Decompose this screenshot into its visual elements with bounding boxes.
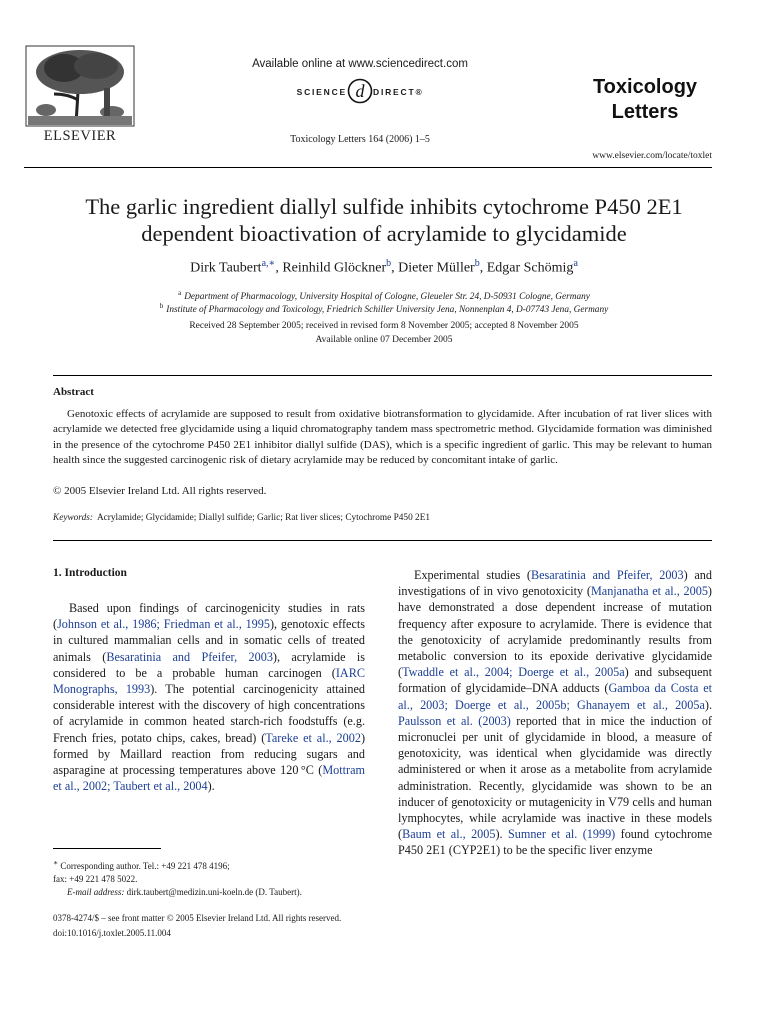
- author-affiliation-mark[interactable]: a: [573, 258, 578, 269]
- author-name: Dirk Taubert: [190, 260, 262, 276]
- sciencedirect-logo: [255, 80, 465, 110]
- title-line-1: The garlic ingredient diallyl sulfide inhibits cytochrome P450 2E1: [85, 194, 683, 219]
- footnote-corresponding: [53, 856, 373, 873]
- keywords-label: Keywords:: [53, 513, 93, 523]
- abstract-text: Genotoxic effects of acrylamide are supposed to result from oxidative biotransformation to glycidamide. After incubation of rat liver slices with acrylamide we detected free glycidamide using a liquid chromatography tandem mass spectrometric method. Glycidamide formation was diminished in the presence of the cytochrome P450 2E1 inhibitor diallyl sulfide (DAS), which is a specific ingredient of garlic. This may be relevant to human health since the suggested carcinogenic risk of dietary acrylamide may be reduced by concomitant intake of garlic.: [53, 408, 712, 466]
- available-online-date: Available online 07 December 2005: [315, 335, 453, 345]
- keywords: [53, 513, 712, 523]
- footnote-email-label: E-mail address:: [67, 887, 125, 897]
- citation-link[interactable]: Besaratinia and Pfeifer, 2003: [106, 649, 273, 664]
- affiliation-text: Department of Pharmacology, University Hospital of Cologne, Gleueler Str. 24, D-50931 Cologne, Germany: [184, 292, 590, 303]
- availability-line[interactable]: Available online at www.sciencedirect.com: [252, 58, 468, 70]
- journal-title: [565, 75, 725, 125]
- abstract-body: [53, 407, 712, 468]
- abstract-heading: Abstract: [53, 386, 94, 398]
- footnote-email-line: [53, 886, 373, 899]
- author-list: Dirk Taubert$^{a,∗}$, Reinhild Glöckner$^b$, Dieter Müller$^b$, Edgar Schömig$^a$: [190, 258, 578, 276]
- affiliation-b: [40, 302, 728, 315]
- footnote-mark: ∗: [53, 858, 59, 867]
- journal-url[interactable]: www.elsevier.com/locate/toxlet: [592, 151, 712, 161]
- affiliation-mark: b: [159, 302, 164, 310]
- journal-citation: Toxicology Letters 164 (2006) 1–5: [290, 134, 430, 145]
- footnote: [53, 856, 373, 899]
- footnote-corresponding-text: Corresponding author. Tel.: +49 221 478 4196;: [60, 861, 230, 871]
- citation-link[interactable]: Tareke et al., 2002: [265, 730, 361, 745]
- citation-link[interactable]: Manjanatha et al., 2005: [590, 584, 708, 599]
- left-column-paragraph: Based upon findings of carcinogenicity studies in rats (Johnson et al., 1986; Friedman et al., 1995), genotoxic effects in cultured mammalian cells and in somatic cells of treated animals (Besaratinia and Pfeifer, 2003), acrylamide is considered to be a probable human carcinogen (IARC Monographs, 1993). The potential carcinogenicity attained considerable interest with the discovery of high concentrations of acrylamide in common heated starch-rich foodstuffs (e.g. French fries, potato chips, cakes, bread) (Tareke et al., 2002) formed by Maillard reaction from reducing sugars and asparagine at processing temperatures above 120 °C (Mottram et al., 2002; Taubert et al., 2004).: [53, 601, 366, 794]
- author-affiliation-mark[interactable]: b: [474, 258, 480, 269]
- right-column-paragraph: Experimental studies (Besaratinia and Pfeifer, 2003) and investigations of in vivo genotoxicity (Manjanatha et al., 2005) have demonstrated a dose dependent increase of mutation frequency after exposure to acrylamide. There is evidence that the genotoxicity of acrylamide predominantly results from metabolic conversion to its epoxide derivative glycidamide (Twaddle et al., 2004; Doerge et al., 2005a) and subsequent formation of glycidamide–DNA adducts (Gamboa da Costa et al., 2003; Doerge et al., 2005b; Ghanayem et al., 2005a). Paulsson et al. (2003) reported that in mice the induction of micronuclei per unit of glycidamide in blood, a measure of genotoxicity, was identical when glycidamide was directly administered or when it arose as a metabolite from acrylamide administration. Recently, glycidamide was shown to be an inducer of genotoxicity or mutagenicity in V79 cells and human lymphocytes, while acrylamide was inactive in these models (Baum et al., 2005). Sumner et al. (1999) found cytochrome P450 2E1 (CYP2E1) to be the specific liver enzyme: [398, 568, 713, 858]
- abstract-copyright: © 2005 Elsevier Ireland Ltd. All rights reserved.: [53, 485, 267, 497]
- citation-link[interactable]: Twaddle et al., 2004; Doerge et al., 2005a: [402, 665, 625, 680]
- issn-line: 0378-4274/$ – see front matter © 2005 Elsevier Ireland Ltd. All rights reserved.: [53, 913, 342, 923]
- footnote-email[interactable]: dirk.taubert@medizin.uni-koeln.de (D. Taubert).: [126, 887, 302, 897]
- sd-logo-right: DIRECT®: [373, 87, 424, 97]
- affiliation-a: [40, 289, 728, 302]
- citation-link[interactable]: Paulsson et al. (2003): [398, 713, 511, 728]
- keywords-list: Acrylamide; Glycidamide; Diallyl sulfide; Garlic; Rat liver slices; Cytochrome P450 2E1: [96, 513, 431, 523]
- title-line-2: dependent bioactivation of acrylamide to glycidamide: [141, 221, 627, 246]
- sd-at-icon: [347, 76, 373, 106]
- publisher-name: ELSEVIER: [43, 128, 117, 144]
- citation-link[interactable]: Besaratinia and Pfeifer, 2003: [530, 568, 684, 582]
- article-history: [40, 319, 728, 347]
- citation-link[interactable]: Mottram et al., 2002; Taubert et al., 2004: [53, 763, 365, 794]
- citation-link[interactable]: Gamboa da Costa et al., 2003; Doerge et al., 2005b; Ghanayem et al., 2005a: [398, 681, 712, 712]
- sd-logo-left: SCIENCE: [296, 87, 347, 97]
- author-affiliation-mark[interactable]: b: [386, 258, 392, 269]
- journal-title-line2: Letters: [611, 101, 679, 123]
- received-dates: Received 28 September 2005; received in revised form 8 November 2005; accepted 8 November 2005: [189, 321, 579, 331]
- doi-link[interactable]: doi:10.1016/j.toxlet.2005.11.004: [53, 928, 171, 938]
- citation-link[interactable]: Johnson et al., 1986; Friedman et al., 1995: [57, 617, 270, 632]
- citation-link[interactable]: Sumner et al. (1999): [507, 827, 616, 842]
- abstract-bottom-rule: [53, 540, 712, 541]
- article-title: [40, 193, 728, 247]
- section-heading-introduction: 1. Introduction: [53, 567, 127, 579]
- svg-text:d: d: [355, 81, 365, 101]
- footnote-rule: [53, 848, 161, 849]
- affiliation-text: Institute of Pharmacology and Toxicology, Friedrich Schiller University Jena, Nonnenplan 4, D-07743 Jena, Germany: [166, 305, 609, 316]
- citation-link[interactable]: IARC Monographs, 1993: [53, 665, 365, 697]
- journal-title-line1: Toxicology: [592, 76, 698, 98]
- header-divider: [24, 167, 712, 168]
- author-name: Edgar Schömig: [486, 260, 574, 276]
- affiliation-mark: a: [178, 289, 182, 297]
- footnote-fax: fax: +49 221 478 5022.: [53, 874, 138, 884]
- author-name: Dieter Müller: [398, 260, 475, 276]
- citation-link[interactable]: Baum et al., 2005: [402, 827, 496, 842]
- author-affiliation-mark[interactable]: a,∗: [261, 258, 276, 269]
- abstract-top-rule: [53, 375, 712, 376]
- author-name: Reinhild Glöckner: [282, 260, 387, 276]
